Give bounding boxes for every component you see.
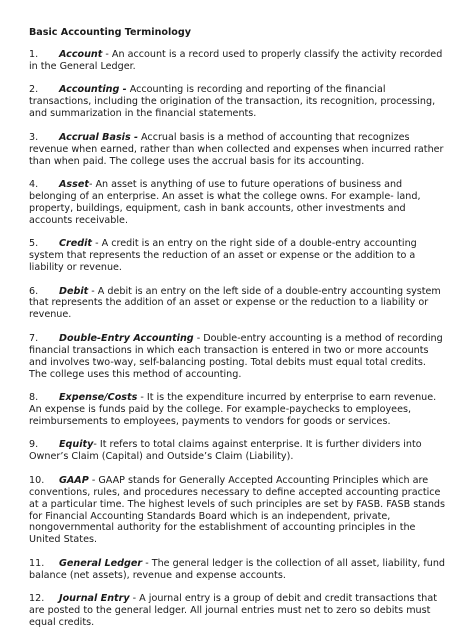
entry-line [29, 286, 453, 298]
entry-definition: - A credit is an entry on the right side of a double-entry accounting [92, 238, 417, 250]
entry-definition: - It is the expenditure incurred by enterprise to earn revenue. [137, 392, 437, 404]
entry-definition: - Double-entry accounting is a method of recording [193, 332, 443, 344]
entry-term: Equity [59, 439, 94, 451]
entry-definition: - A journal entry is a group of debit and credit transactions that [129, 593, 437, 605]
entry-term: Credit [59, 238, 93, 250]
entry-line: and summarization in the financial statements. [29, 108, 257, 120]
entry-term: GAAP [59, 474, 89, 486]
glossary-entry [29, 286, 453, 322]
glossary-entry [29, 392, 453, 428]
entry-line [29, 49, 453, 61]
entry-number: 3. [29, 131, 39, 143]
entry-line: balance (net assets), revenue and expense accounts. [29, 569, 286, 581]
entry-line: in the General Ledger. [29, 60, 136, 72]
glossary-entry [29, 593, 453, 629]
entry-line: reimbursements to employees, payments to vendors for goods or services. [29, 415, 391, 427]
glossary-entry [29, 558, 453, 582]
glossary-entry [29, 333, 453, 381]
entry-line: financial transactions in which each transaction is entered in two or more accounts [29, 344, 429, 356]
entry-term: Accrual Basis - [59, 131, 138, 143]
entry-line: than when paid. The college uses the accrual basis for its accounting. [29, 155, 365, 167]
entry-line: for Financial Accounting Standards Board which is an independent, private, [29, 510, 391, 522]
entry-term: Journal Entry [59, 593, 130, 605]
entry-number: 2. [29, 84, 39, 96]
entry-line: property, buildings, equipment, cash in bank accounts, other investments and [29, 202, 406, 214]
entry-term: Asset [59, 179, 89, 191]
entry-line: An expense is funds paid by the college. For example-paychecks to employees, [29, 404, 412, 415]
glossary-entry [29, 238, 453, 274]
entry-number: 1. [29, 49, 39, 60]
entry-definition: - An account is a record used to properly classify the activity recorded [102, 49, 443, 60]
entry-definition: - GAAP stands for Generally Accepted Accounting Principles which are [88, 474, 429, 486]
entry-number: 7. [29, 332, 39, 344]
entry-term: General Ledger [59, 557, 143, 569]
entry-definition: - The general ledger is the collection of all asset, liability, fund [142, 557, 446, 569]
entry-line: belonging of an enterprise. An asset is what the college owns. For example- land, [29, 190, 421, 202]
document-page [29, 26, 453, 641]
glossary-entry [29, 132, 453, 168]
entry-line [29, 439, 453, 451]
entry-number: 12. [29, 593, 45, 605]
entry-term: Expense/Costs [59, 392, 138, 404]
entry-number: 8. [29, 392, 39, 404]
glossary-entry [29, 475, 453, 546]
entry-definition: - It refers to total claims against enterprise. It is further dividers into [93, 439, 422, 451]
entry-line [29, 475, 453, 487]
entry-line: equal credits. [29, 617, 95, 629]
entry-number: 9. [29, 439, 39, 451]
entry-line: are posted to the general ledger. All journal entries must net to zero so debits must [29, 605, 431, 617]
entry-number: 11. [29, 557, 45, 569]
entry-line [29, 84, 453, 96]
entry-line: transactions, including the origination of the transaction, its recognition, processing, [29, 96, 436, 108]
entry-line: conventions, rules, and procedures necessary to define accepted accounting practice [29, 486, 441, 498]
entry-line [29, 333, 453, 345]
entry-line [29, 179, 453, 191]
entry-line [29, 392, 453, 404]
entry-line: and involves two-way, self-balancing posting. Total debits must equal total credits. [29, 356, 426, 368]
entry-definition: - A debit is an entry on the left side of a double-entry accounting system [88, 285, 441, 297]
entry-line: at a particular time. The highest levels of such principles are set by FASB. FASB stands [29, 498, 446, 510]
glossary-entry [29, 84, 453, 120]
document-title: Basic Accounting Terminology [29, 27, 191, 38]
entry-line [29, 238, 453, 250]
entry-number: 5. [29, 238, 39, 250]
entry-term: Accounting - [59, 84, 127, 96]
entry-line: accounts receivable. [29, 214, 129, 226]
entry-line: United States. [29, 534, 98, 546]
entry-term: Double-Entry Accounting [59, 332, 194, 344]
entry-line: The college uses this method of accounting. [29, 368, 242, 380]
entry-line: revenue. [29, 309, 72, 321]
glossary-entry [29, 439, 453, 463]
entry-number: 6. [29, 285, 39, 297]
entry-term: Debit [59, 285, 89, 297]
entry-list [29, 49, 453, 629]
entry-line: liability or revenue. [29, 262, 122, 274]
entry-line [29, 558, 453, 570]
entry-definition: Accrual basis is a method of accounting that recognizes [137, 131, 410, 143]
entry-number: 10. [29, 474, 45, 486]
entry-line: revenue when earned, rather than when collected and expenses when incurred rather [29, 143, 444, 155]
glossary-entry [29, 179, 453, 227]
entry-line: system that represents the reduction of an asset or expense or the addition to a [29, 250, 416, 262]
entry-definition: - An asset is anything of use to future operations of business and [88, 179, 403, 191]
entry-number: 4. [29, 179, 39, 191]
entry-line [29, 593, 453, 605]
entry-term: Account [59, 49, 103, 60]
entry-line: that represents the addition of an asset or expense or the reduction to a liability or [29, 297, 429, 309]
glossary-entry [29, 49, 453, 73]
entry-line: Owner’s Claim (Capital) and Outside’s Claim (Liability). [29, 451, 294, 463]
entry-line [29, 132, 453, 144]
entry-line: nongovernmental authority for the establishment of accounting principles in the [29, 522, 416, 534]
entry-definition: Accounting is recording and reporting of the financial [126, 84, 386, 96]
